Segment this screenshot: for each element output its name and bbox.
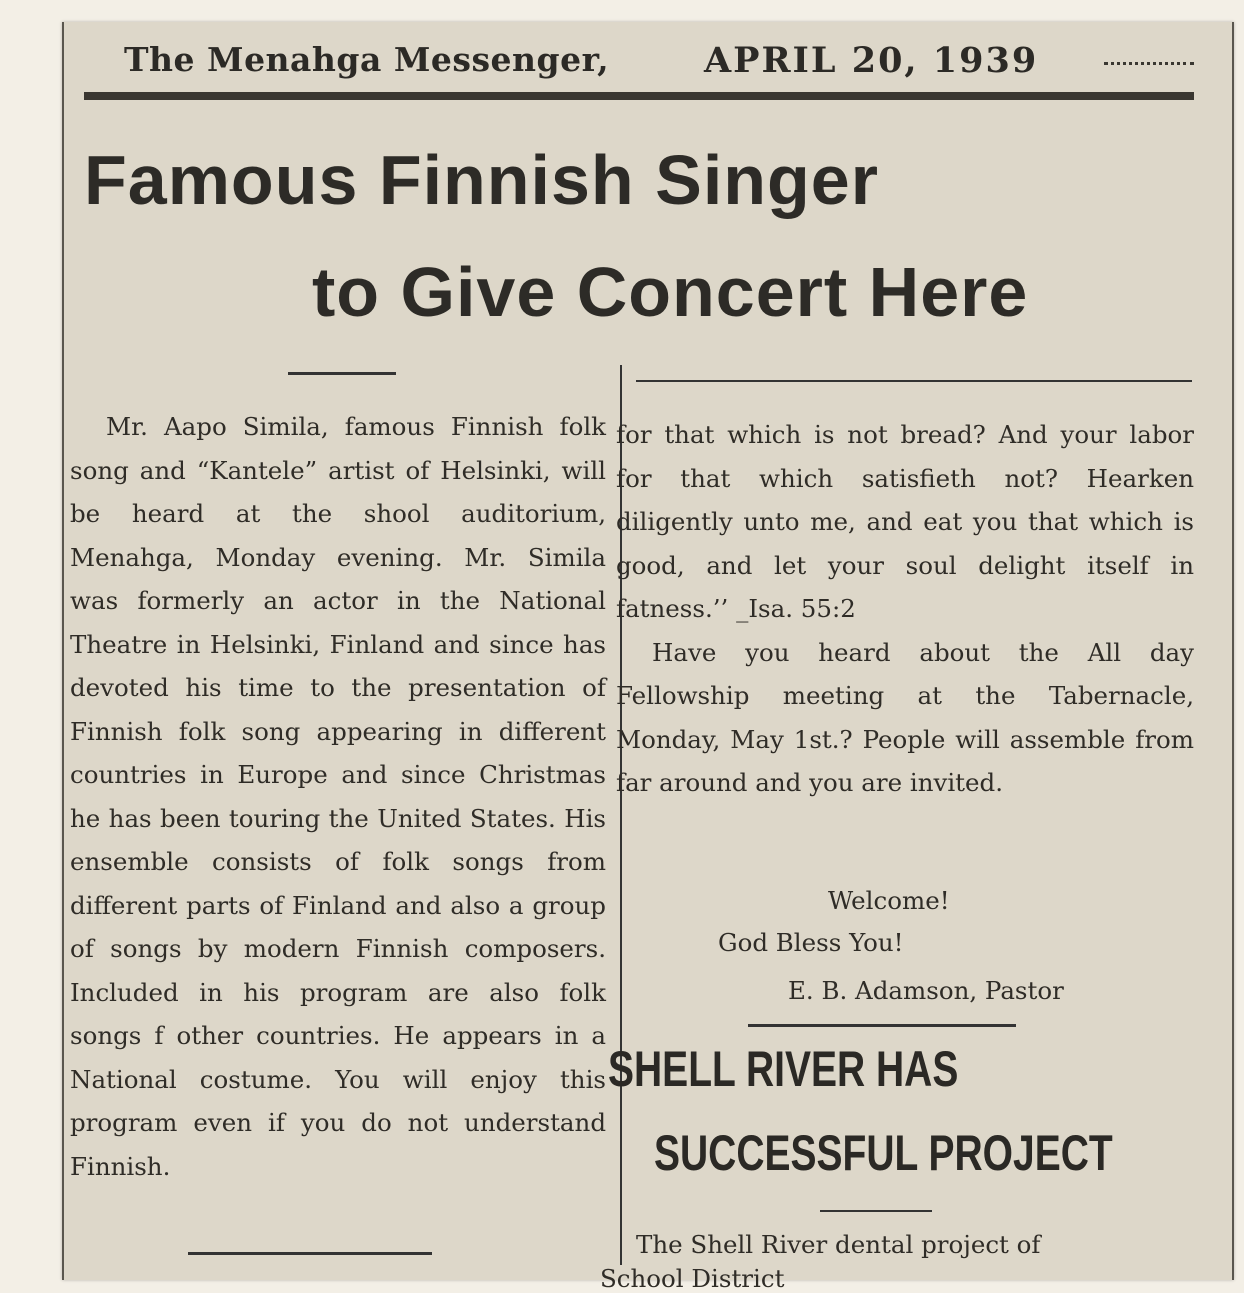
article-end-rule xyxy=(188,1252,432,1255)
masthead-ornament xyxy=(1104,62,1194,71)
article-paragraph: Mr. Aapo Simila, famous Finnish folk song and “Kantele” artist of Helsinki, will be heard at the shool auditorium, Menahga, Monday evening. Mr. Simila was formerly an actor in the National Theatre in Helsinki, Finland and since has devoted his time to the presentation of Finnish folk song appearing in different countries in Europe and since Christmas he has been touring the United States. His ensemble consists of folk songs from different parts of Finland and also a group of songs by modern Finnish composers. Included in his program are also folk songs f other countries. He appears in a National costume. You will enjoy this program even if you do not understand Finnish. xyxy=(70,412,606,1181)
article-body-right xyxy=(616,413,1194,805)
left-column-rule xyxy=(288,372,396,375)
newspaper-name: The Menahga Messenger, xyxy=(124,40,610,79)
scripture-verse: for that which is not bread? And your labor for that which satisfieth not? Hearken diligently unto me, and eat you that which is good, and let your soul delight itself in fatness.’’ _Isa. 55:2 xyxy=(616,420,1194,623)
fellowship-announcement: Have you heard about the All day Fellowship meeting at the Tabernacle, Monday, May 1st.? People will assemble from far around and you are invited. xyxy=(616,637,1194,797)
article-body-left xyxy=(70,405,606,1188)
pastor-signature: E. B. Adamson, Pastor xyxy=(788,976,1064,1005)
issue-date: APRIL 20, 1939 xyxy=(704,40,1039,81)
section-rule xyxy=(748,1024,1016,1027)
second-article-body-cut: School District xyxy=(600,1264,785,1293)
right-column-rule xyxy=(636,380,1192,382)
second-headline-line-2: SUCCESSFUL PROJECT xyxy=(654,1125,1113,1181)
second-article-body: The Shell River dental project of xyxy=(636,1230,1041,1259)
masthead xyxy=(84,40,1194,102)
blessing-line: God Bless You! xyxy=(718,928,904,957)
masthead-rule xyxy=(84,92,1194,100)
welcome-line: Welcome! xyxy=(828,886,950,915)
headline-line-1: Famous Finnish Singer xyxy=(84,141,879,219)
second-headline-line-1: SHELL RIVER HAS xyxy=(608,1041,959,1097)
second-headline-rule xyxy=(820,1210,932,1212)
headline-line-2: to Give Concert Here xyxy=(312,253,1029,331)
